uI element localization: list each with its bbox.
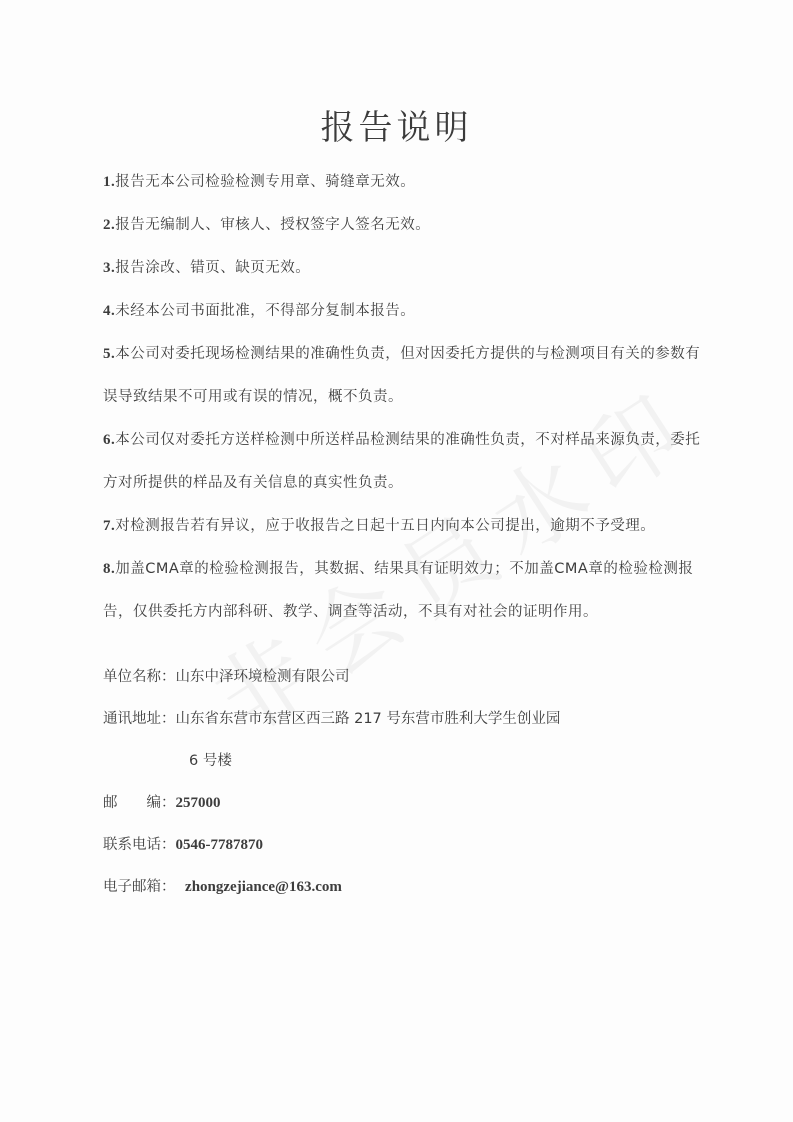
postcode-value: 257000 bbox=[175, 795, 221, 811]
address-label: 通讯地址： bbox=[103, 711, 176, 727]
item-number: 4. bbox=[103, 303, 116, 319]
email-value: zhongzejiance@163.com bbox=[185, 879, 342, 895]
item-text: 本公司对委托现场检测结果的准确性负责，但对因委托方提供的与检测项目有关的参数有误导致结果不可用或有误的情况，概不负责。 bbox=[103, 346, 701, 405]
notice-item-4 bbox=[103, 289, 715, 332]
notice-item-2 bbox=[103, 203, 715, 246]
unit-label: 单位名称： bbox=[103, 669, 176, 685]
item-number: 2. bbox=[103, 217, 116, 233]
address-value-2: 6 号楼 bbox=[189, 753, 232, 769]
unit-value: 山东中泽环境检测有限公司 bbox=[175, 669, 350, 685]
contact-block bbox=[103, 655, 715, 907]
notice-item-1 bbox=[103, 160, 715, 203]
item-text: 报告无本公司检验检测专用章、骑缝章无效。 bbox=[115, 174, 416, 190]
item-number: 1. bbox=[103, 174, 116, 190]
notice-item-5 bbox=[103, 332, 715, 418]
address-row-continued bbox=[103, 739, 715, 781]
item-number: 7. bbox=[103, 518, 116, 534]
item-text: 报告无编制人、审核人、授权签字人签名无效。 bbox=[115, 217, 431, 233]
item-text: 对检测报告若有异议，应于收报告之日起十五日内向本公司提出，逾期不予受理。 bbox=[115, 518, 656, 534]
email-row bbox=[103, 865, 715, 907]
postcode-row bbox=[103, 781, 715, 823]
notice-list bbox=[103, 160, 715, 633]
item-number: 5. bbox=[103, 346, 116, 362]
notice-item-8 bbox=[103, 547, 715, 633]
email-label: 电子邮箱： bbox=[103, 879, 176, 895]
page-title: 报告说明 bbox=[320, 108, 473, 148]
item-text: 本公司仅对委托方送样检测中所送样品检测结果的准确性负责，不对样品来源负责，委托方对所提供的样品及有关信息的真实性负责。 bbox=[103, 432, 701, 491]
notice-item-3 bbox=[103, 246, 715, 289]
phone-label: 联系电话： bbox=[103, 837, 176, 853]
item-text: 未经本公司书面批准，不得部分复制本报告。 bbox=[115, 303, 416, 319]
item-text: 报告涂改、错页、缺页无效。 bbox=[115, 260, 311, 276]
address-value: 山东省东营市东营区西三路 217 号东营市胜利大学生创业园 bbox=[175, 711, 561, 727]
item-text: 加盖CMA章的检验检测报告，其数据、结果具有证明效力；不加盖CMA章的检验检测报告，仅供委托方内部科研、教学、调查等活动，不具有对社会的证明作用。 bbox=[103, 561, 694, 620]
notice-item-7 bbox=[103, 504, 715, 547]
postcode-label: 邮 编： bbox=[103, 795, 176, 811]
address-row bbox=[103, 697, 715, 739]
notice-item-6 bbox=[103, 418, 715, 504]
phone-value: 0546-7787870 bbox=[175, 837, 263, 853]
item-number: 8. bbox=[103, 561, 116, 577]
item-number: 6. bbox=[103, 432, 116, 448]
phone-row bbox=[103, 823, 715, 865]
item-number: 3. bbox=[103, 260, 116, 276]
unit-row bbox=[103, 655, 715, 697]
